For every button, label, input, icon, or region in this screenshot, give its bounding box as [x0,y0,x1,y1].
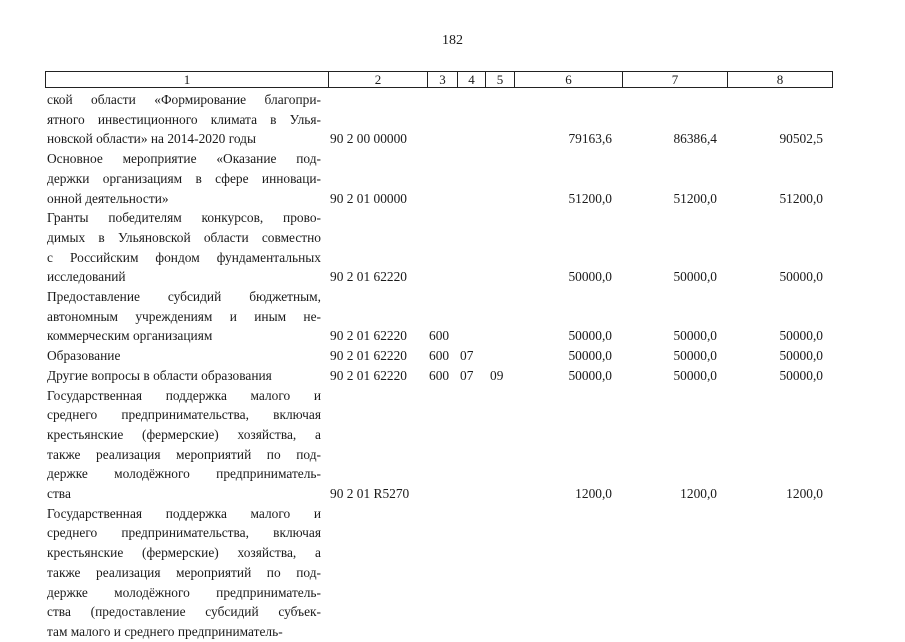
row-amount-8: 1200,0 [786,486,823,502]
table-row [0,504,905,642]
row-name [47,346,321,366]
row-name-line: держки организациям в сфере инноваци- [47,170,321,186]
row-name-line: Гранты победителям конкурсов, прово- [47,210,321,226]
column-header-5: 5 [485,72,514,87]
table-row [0,386,905,504]
column-header-6: 6 [514,72,622,87]
row-name-line: ятного инвестиционного климата в Улья- [47,111,321,127]
column-header-8: 8 [727,72,832,87]
row-amount-7: 50000,0 [673,328,717,344]
row-amount-6: 79163,6 [568,131,612,147]
table-row [0,366,905,386]
row-amount-8: 50000,0 [779,328,823,344]
row-code: 90 2 00 00000 [330,131,407,147]
column-header-1: 1 [183,72,191,87]
table-row [0,287,905,346]
row-name-line: Образование [47,348,121,364]
row-name-line: среднего предпринимательства, включая [47,407,321,423]
table-row [0,149,905,208]
row-amount-7: 1200,0 [680,486,717,502]
row-name-line: также реализация мероприятий по под- [47,564,321,580]
row-code: 90 2 01 R5270 [330,486,410,502]
table-row [0,208,905,287]
row-col-3: 600 [429,328,450,344]
row-name-line: димых в Ульяновской области совместно [47,229,321,245]
row-amount-8: 51200,0 [779,190,823,206]
row-name [47,386,321,504]
row-amount-6: 50000,0 [568,348,612,364]
row-col-3: 600 [429,348,450,364]
row-code: 90 2 01 62220 [330,348,407,364]
row-name [47,504,321,642]
row-name-line: новской области» на 2014-2020 годы [47,131,256,147]
row-name [47,287,321,346]
row-name-line: держке молодёжного предприниматель- [47,466,321,482]
table-row [0,90,905,149]
row-name-line: онной деятельности» [47,190,169,206]
row-name [47,90,321,149]
row-code: 90 2 01 62220 [330,269,407,285]
row-amount-7: 50000,0 [673,348,717,364]
row-name-line: исследований [47,269,126,285]
row-amount-6: 50000,0 [568,367,612,383]
row-name-line: держке молодёжного предприниматель- [47,584,321,600]
row-amount-7: 86386,4 [673,131,717,147]
row-name-line: Основное мероприятие «Оказание под- [47,151,321,167]
row-amount-8: 90502,5 [779,131,823,147]
row-name-line: Государственная поддержка малого и [47,505,321,521]
row-amount-6: 1200,0 [575,486,612,502]
row-name-line: Предоставление субсидий бюджетным, [47,289,321,305]
row-amount-8: 50000,0 [779,269,823,285]
row-name-line: ства [47,486,71,502]
row-amount-8: 50000,0 [779,367,823,383]
row-name-line: с Российским фондом фундаментальных [47,249,321,265]
row-col-4: 07 [460,348,474,364]
row-name-line: Другие вопросы в области образования [47,367,272,383]
row-name-line: Государственная поддержка малого и [47,387,321,403]
row-col-5: 09 [490,367,504,383]
table-header [45,71,833,88]
table-body [0,90,905,642]
row-amount-7: 50000,0 [673,367,717,383]
row-code: 90 2 01 62220 [330,328,407,344]
row-name-line: коммерческим организациям [47,328,213,344]
row-col-3: 600 [429,367,450,383]
row-name-line: там малого и среднего предприниматель- [47,623,283,639]
row-amount-7: 51200,0 [673,190,717,206]
row-code: 90 2 01 62220 [330,367,407,383]
row-name-line: среднего предпринимательства, включая [47,525,321,541]
page-number: 182 [442,33,463,48]
row-name-line: ства (предоставление субсидий субъек- [47,604,321,620]
table-row [0,346,905,366]
row-name [47,366,321,386]
row-amount-8: 50000,0 [779,348,823,364]
row-col-4: 07 [460,367,474,383]
row-name-line: ской области «Формирование благопри- [47,92,321,107]
column-header-3: 3 [427,72,457,87]
column-header-4: 4 [457,72,485,87]
row-amount-6: 50000,0 [568,269,612,285]
row-name-line: крестьянские (фермерские) хозяйства, а [47,426,321,442]
row-code: 90 2 01 00000 [330,190,407,206]
row-amount-7: 50000,0 [673,269,717,285]
row-amount-6: 50000,0 [568,328,612,344]
row-name-line: крестьянские (фермерские) хозяйства, а [47,545,321,561]
row-name [47,208,321,287]
column-header-2: 2 [328,72,427,87]
row-name-line: также реализация мероприятий по под- [47,446,321,462]
row-name [47,149,321,208]
row-name-line: автономным учреждениям и иным не- [47,308,321,324]
column-header-7: 7 [622,72,727,87]
row-amount-6: 51200,0 [568,190,612,206]
